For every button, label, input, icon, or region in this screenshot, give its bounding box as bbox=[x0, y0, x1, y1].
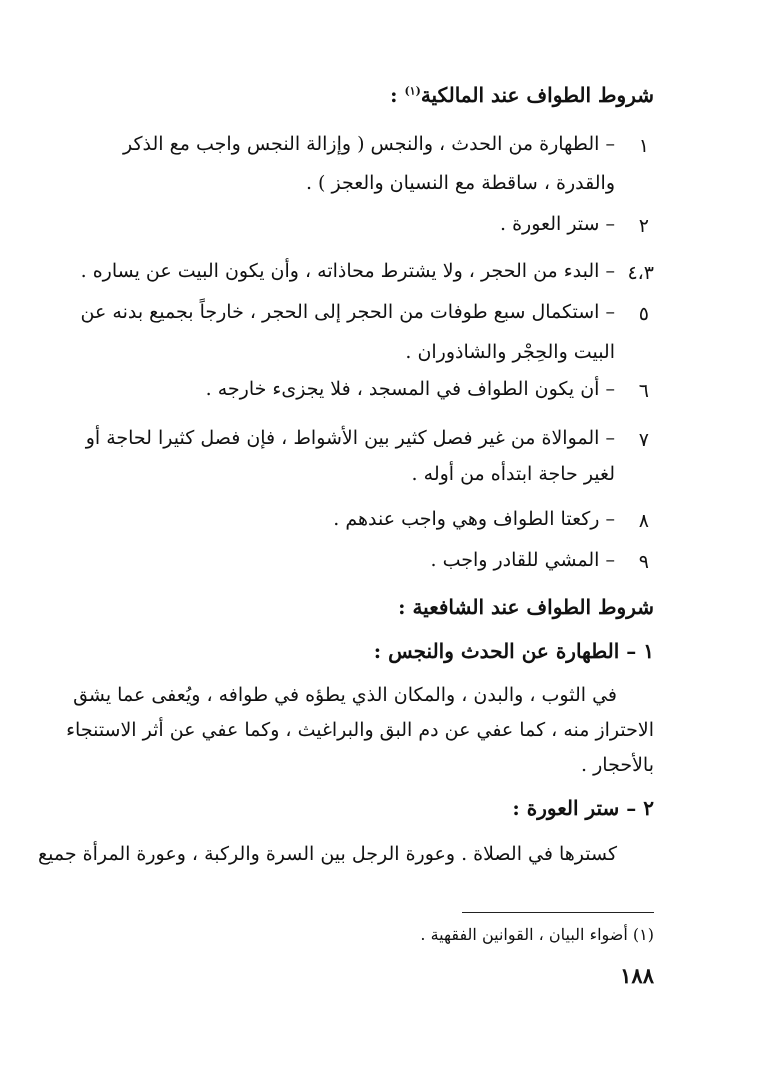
heading-shafii: شروط الطواف عند الشافعية : bbox=[398, 595, 654, 619]
paragraph-line: كسترها في الصلاة . وعورة الرجل بين السرة والركبة ، وعورة المرأة جميع bbox=[38, 843, 617, 865]
list-number: ٧ bbox=[638, 429, 649, 451]
paragraph-line: في الثوب ، والبدن ، والمكان الذي يطؤه في طوافه ، ويُعفى عما يشق bbox=[73, 684, 617, 706]
list-number: ٩ bbox=[638, 551, 649, 573]
paragraph-line: بالأحجار . bbox=[581, 754, 654, 776]
page-number: ١٨٨ bbox=[620, 963, 654, 988]
list-item-text: – الموالاة من غير فصل كثير بين الأشواط ، فإن فصل كثيرا لحاجة أو bbox=[85, 427, 615, 449]
list-number: ٤،٣ bbox=[627, 262, 654, 284]
list-item-text: – ستر العورة . bbox=[500, 213, 615, 235]
list-item-text: – البدء من الحجر ، ولا يشترط محاذاته ، وأن يكون البيت عن يساره . bbox=[80, 260, 615, 282]
heading-maliki-text: شروط الطواف عند المالكية bbox=[420, 83, 654, 107]
list-item-text: البيت والحِجْر والشاذوران . bbox=[405, 341, 615, 363]
list-number: ٨ bbox=[638, 510, 649, 532]
list-number: ١ bbox=[638, 135, 649, 157]
list-item-text: – الطهارة من الحدث ، والنجس ( وإزالة النجس واجب مع الذكر bbox=[123, 133, 615, 155]
subheading-awrah: ٢ – ستر العورة : bbox=[512, 796, 654, 820]
footnote-ref: (١) bbox=[404, 84, 421, 98]
footnote-text: (١) أضواء البيان ، القوانين الفقهية . bbox=[420, 925, 654, 944]
list-item-text: – ركعتا الطواف وهي واجب عندهم . bbox=[333, 508, 615, 530]
list-item-text: والقدرة ، ساقطة مع النسيان والعجز ) . bbox=[305, 172, 615, 194]
paragraph-line: الاحتراز منه ، كما عفي عن دم البق والبراغيث ، وكما عفي عن أثر الاستنجاء bbox=[66, 719, 654, 741]
subheading-purity: ١ – الطهارة عن الحدث والنجس : bbox=[373, 639, 654, 663]
heading-maliki bbox=[390, 82, 654, 108]
list-item-text: لغير حاجة ابتدأه من أوله . bbox=[411, 463, 615, 485]
heading-colon: : bbox=[390, 83, 398, 107]
list-item-text: – أن يكون الطواف في المسجد ، فلا يجزىء خارجه . bbox=[205, 378, 615, 400]
list-number: ٥ bbox=[638, 303, 649, 325]
list-number: ٢ bbox=[638, 215, 649, 237]
list-number: ٦ bbox=[638, 380, 649, 402]
list-item-text: – استكمال سبع طوفات من الحجر إلى الحجر ، خارجاً بجميع بدنه عن bbox=[80, 301, 615, 323]
footnote-divider bbox=[462, 912, 654, 913]
list-item-text: – المشي للقادر واجب . bbox=[430, 549, 615, 571]
